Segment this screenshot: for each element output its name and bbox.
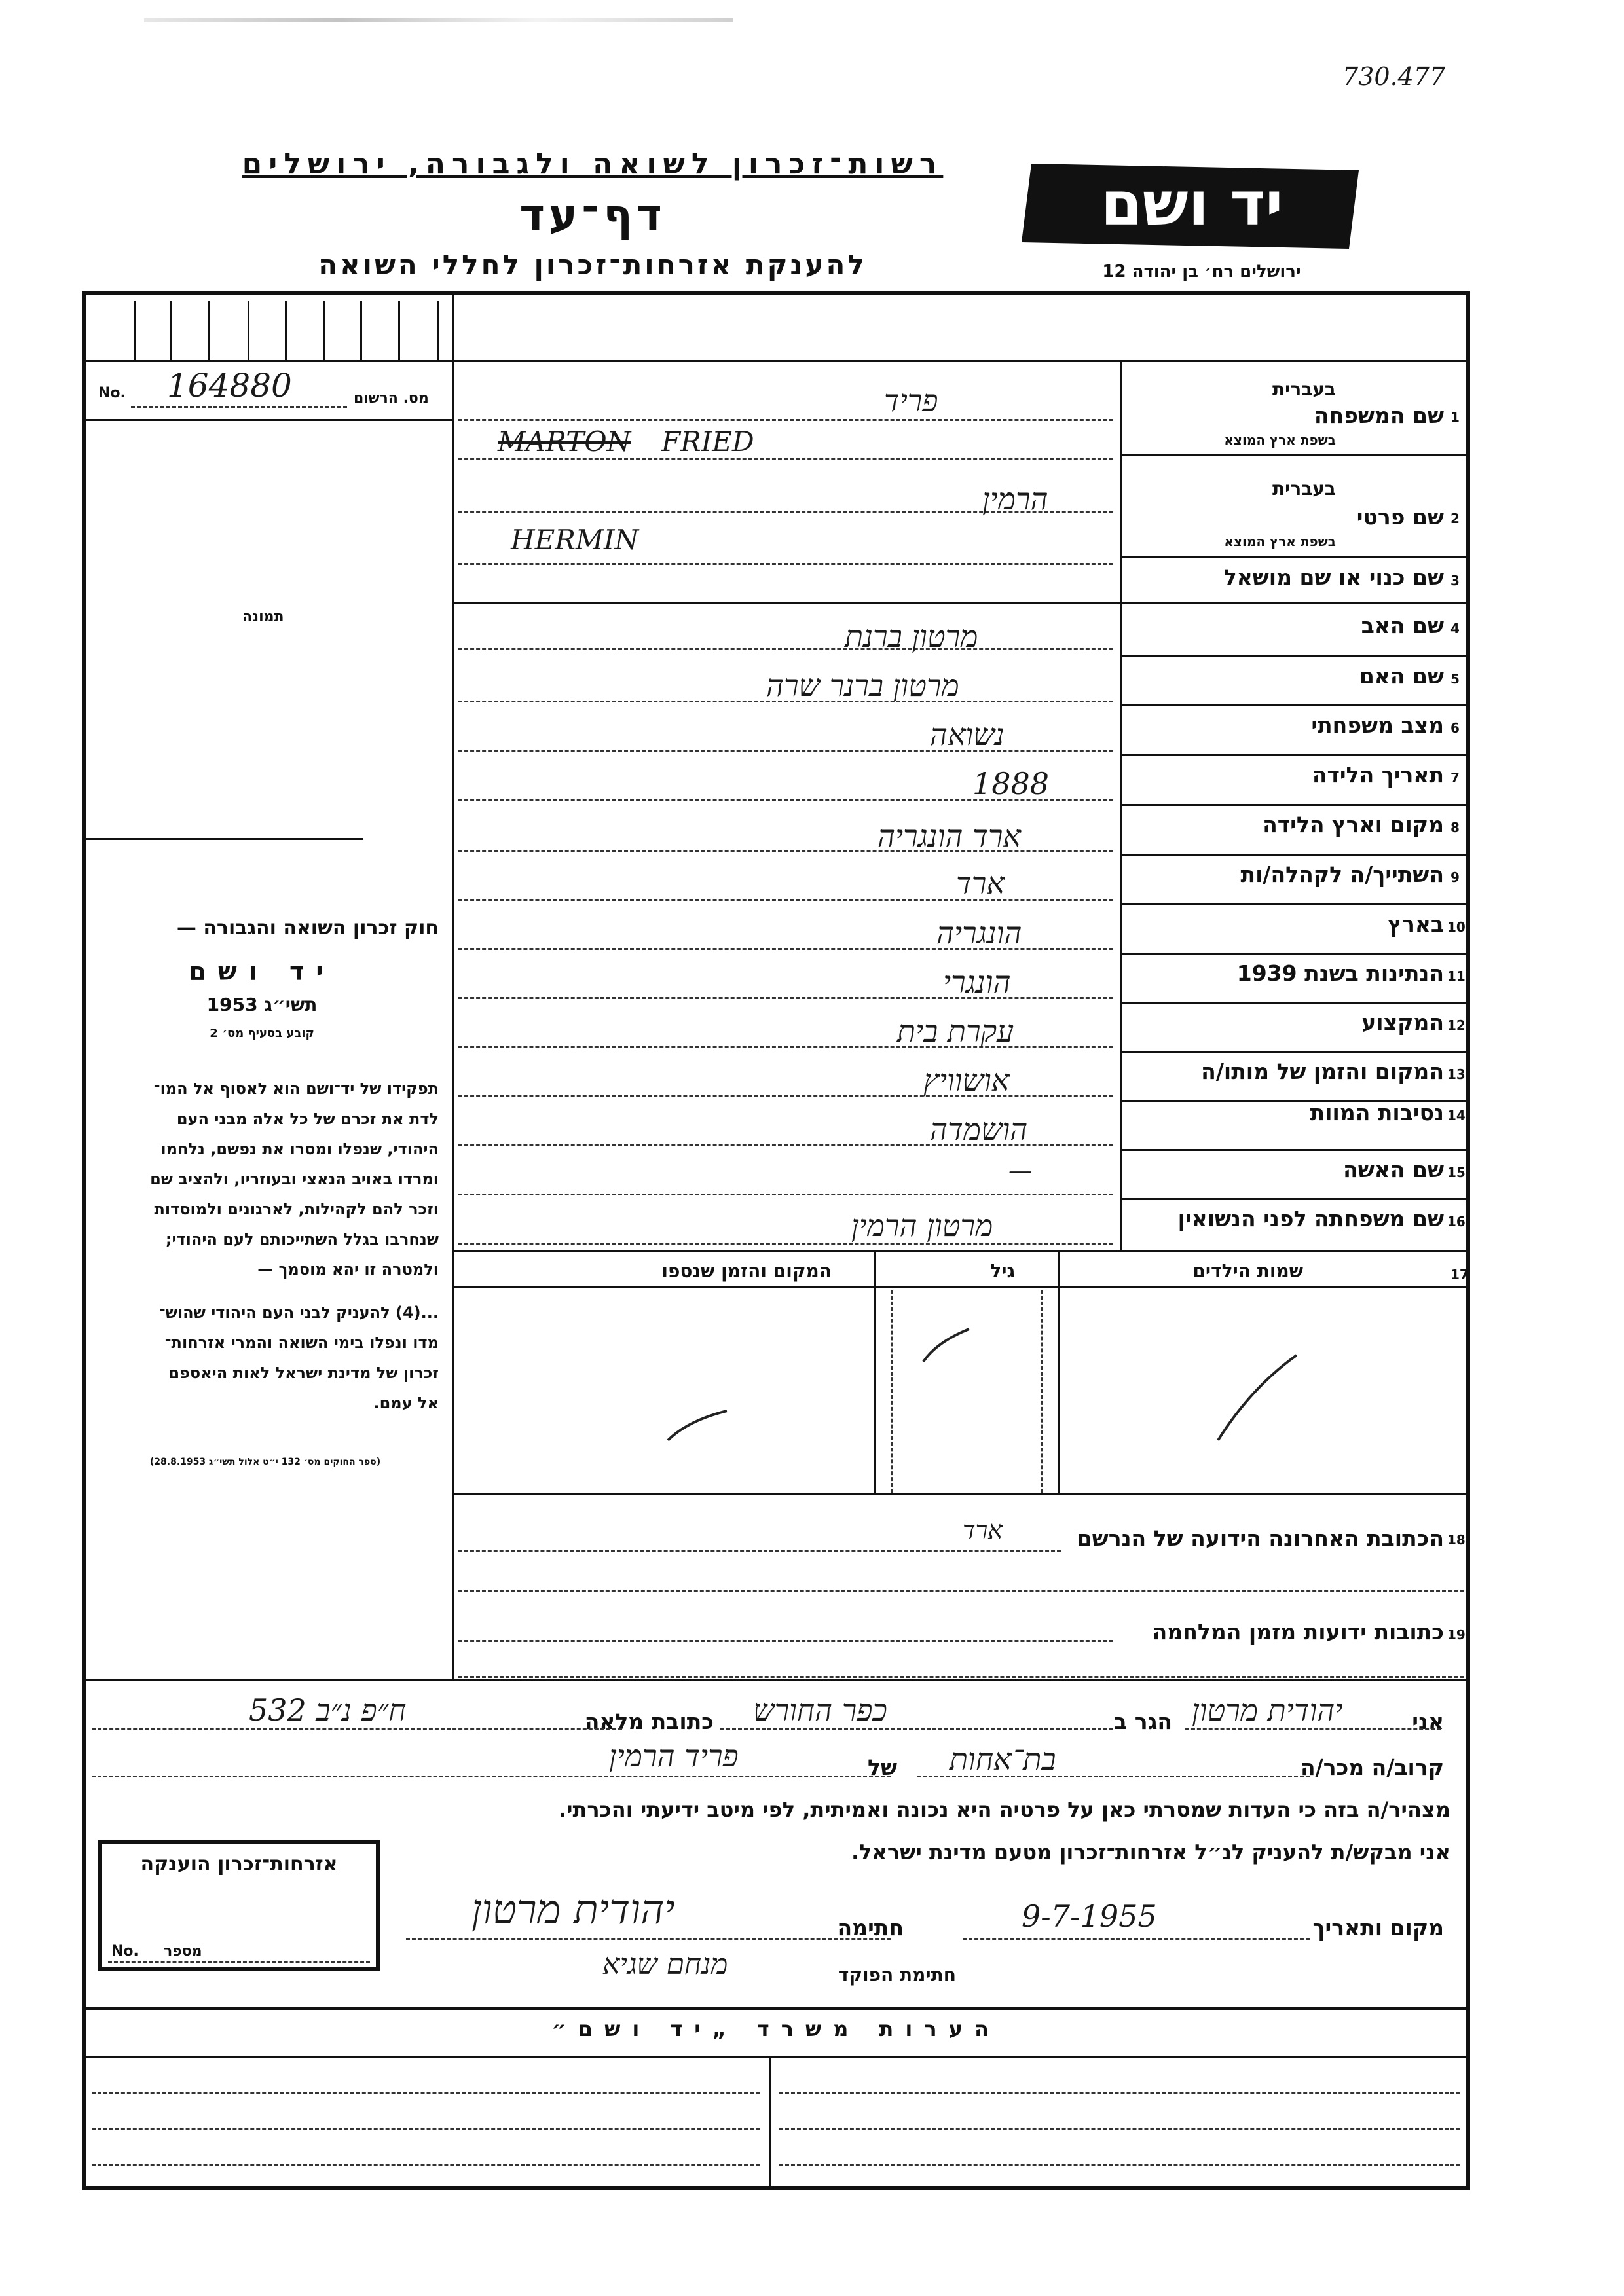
value-profession: עקרת בית	[897, 1013, 1014, 1049]
field-number: 19	[1447, 1627, 1466, 1643]
value-maiden-name: מרטון הרמין	[851, 1208, 993, 1243]
decl-relation-value: בת־אחות	[950, 1741, 1056, 1777]
law-year: תשי״ג 1953	[206, 994, 318, 1015]
value-firstname-local: HERMIN	[511, 524, 639, 556]
stamp-box-no-en: No.	[111, 1943, 139, 1959]
logo-text: יד ושם	[1100, 169, 1283, 239]
decl-resides-label: הגר ב	[1114, 1709, 1172, 1734]
decl-resides-value: כפר החורש	[753, 1692, 887, 1728]
stamp-box-title: אזרחות־זכרון הוענקה	[140, 1853, 338, 1876]
reg-no-label-en: No.	[98, 385, 126, 401]
decl-address-label: כתובת מלאה	[584, 1709, 714, 1734]
field-number: 10	[1447, 919, 1466, 935]
value-citizenship: הונגרי	[943, 964, 1011, 1000]
value-country: הונגריה	[936, 915, 1022, 951]
field-number: 5	[1450, 671, 1460, 687]
stamp-box-no-he: מספר	[164, 1943, 202, 1959]
label-country: בארץ	[1388, 911, 1444, 937]
decl-place-date-value: 9-7-1955	[1022, 1899, 1157, 1934]
children-col-place: המקום והזמן שנספו	[661, 1260, 832, 1282]
law-name: יד ושם	[189, 957, 335, 986]
field-number: 18	[1447, 1532, 1466, 1548]
label-firstname-local: בשפת ארץ המוצא	[1224, 534, 1336, 549]
decl-of-value: פריד הרמין	[609, 1738, 739, 1774]
label-surname: שם המשפחה	[1314, 403, 1444, 428]
label-birth-date: תאריך הלידה	[1312, 762, 1444, 788]
logo-address: ירושלים רח׳ בן יהודה 12	[1102, 262, 1301, 282]
value-surname-hebrew: פריד	[884, 383, 938, 418]
decl-statement-2: אני מבקש/ת להעניק לנ״ל אזרחות־זכרון מטעם מדינת ישראל.	[851, 1840, 1450, 1865]
decl-officer-label: חתימת הפוקד	[838, 1964, 956, 1986]
label-wife-name: שם האשה	[1343, 1157, 1444, 1182]
value-surname-struck: MARTON	[498, 426, 631, 458]
field-number: 3	[1450, 573, 1460, 589]
decl-of-label: של	[868, 1755, 897, 1780]
decl-signature-value: יהודית מרטון	[471, 1886, 675, 1933]
office-notes-title: הערות משרד „יד ושם״	[551, 2016, 1001, 2041]
authority-name: רשות־זכרון לשואה ולגבורה, ירושלים	[242, 147, 944, 181]
label-mother: שם האם	[1359, 663, 1444, 689]
scan-smudge	[144, 18, 733, 22]
field-number: 15	[1447, 1165, 1466, 1180]
value-firstname-hebrew: הרמין	[982, 481, 1048, 517]
law-text: תפקידו של יד־ושם הוא לאסוף אל המו־ לדת את זכרם של כל אלה מבני העם היהודי, שנפלו ומסרו את נפשם, נלחמו ומרדו באויב הנאצי ובעוזריו, ולהציב שם וזכר להם לקהילות, לארגונים ולמוסדות שנחרבו בגלל השתייכותם לעם היהודי; ולמטרה זו יהא מוסמך — ...(4) להעניק לבני העם היהודי שהוש־ מדו ונפלו בימי השואה והמרי אזרחות־ זכרון של מדינת ישראל לאות היאספם אל עמם.	[150, 1080, 439, 1412]
field-number: 11	[1447, 968, 1466, 984]
label-alias: שם כנוי או שם מושאל	[1223, 564, 1444, 590]
yad-vashem-logo	[1018, 157, 1365, 255]
field-number: 17	[1450, 1267, 1469, 1283]
label-profession: המקצוע	[1361, 1010, 1444, 1035]
children-col-age: גיל	[990, 1260, 1015, 1282]
photo-label: תמונה	[242, 609, 284, 625]
label-birth-place: מקום וארץ הלידה	[1263, 812, 1444, 837]
field-number: 13	[1447, 1066, 1466, 1082]
label-death-place-time: המקום והזמן של מותו/ה	[1201, 1059, 1444, 1084]
label-firstname-hebrew: בעברית	[1272, 478, 1336, 500]
decl-relative-label: קרוב/ה מכר/ה	[1301, 1755, 1444, 1780]
law-reference: (ספר החוקים מס׳ 132 י״ט אלול תשי״ג 28.8.1953)	[149, 1457, 381, 1467]
decl-address-value: ח״פ נ״ב 532	[249, 1692, 407, 1728]
field-number: 4	[1450, 621, 1460, 636]
reg-no-label-he: מס. הרשום	[354, 390, 429, 407]
label-maiden-name: שם משפחתה לפני הנשואין	[1177, 1206, 1444, 1231]
decl-signature-label: חתימה	[837, 1915, 904, 1941]
law-clause: קובע בסעיף מס׳ 2	[210, 1027, 314, 1040]
value-mother: מרטון ברנר שרה	[766, 668, 959, 703]
field-number: 7	[1450, 770, 1460, 786]
value-death-place-time: אושוויץ	[923, 1063, 1010, 1098]
value-marital: נשואה	[930, 717, 1005, 752]
reg-no-value: 164880	[167, 367, 292, 405]
field-number: 14	[1447, 1108, 1466, 1123]
decl-ani: אני	[1412, 1709, 1444, 1734]
value-father: מרטון ברנת	[845, 619, 978, 654]
label-community: השתייך/ה לקהלה/ות	[1240, 862, 1444, 887]
field-number: 12	[1447, 1017, 1466, 1033]
law-title: חוק זכרון השואה והגבורה —	[176, 917, 439, 939]
field-number: 6	[1450, 720, 1460, 736]
children-cancel-strokes	[452, 1290, 1470, 1493]
field-number: 16	[1447, 1214, 1466, 1230]
decl-statement-1: מצהיר/ה בזה כי העדות שמסרתי כאן על פרטיה היא נכונה ואמיתית, לפי מיטב ידיעתי והכרתי.	[558, 1797, 1450, 1822]
value-death-circumstances: הושמדה	[930, 1112, 1028, 1147]
document-subtitle: להענקת אזרחות־זכרון לחללי השואה	[318, 249, 867, 281]
top-strip-line	[82, 360, 1470, 362]
value-wife-name: —	[1008, 1157, 1032, 1184]
field-number: 2	[1450, 511, 1460, 526]
value-birth-place: ארד הונגריה	[877, 818, 1022, 854]
value-surname-local: FRIED	[661, 426, 754, 458]
label-marital: מצב משפחתי	[1311, 712, 1444, 738]
label-surname-hebrew: בעברית	[1272, 378, 1336, 400]
label-last-address: הכתובת האחרונה הידועה של הנרשם	[1077, 1525, 1444, 1551]
value-birth-date: 1888	[972, 766, 1050, 801]
label-wartime-addresses: כתובות ידועות מזמן המלחמה	[1152, 1619, 1444, 1645]
decl-officer-value: מנחם שגיא	[602, 1948, 728, 1981]
label-father: שם האב	[1361, 613, 1444, 638]
document-title: דף־עד	[519, 190, 666, 240]
decl-place-date-label: מקום ותאריך	[1312, 1915, 1444, 1941]
label-surname-local: בשפת ארץ המוצא	[1224, 432, 1336, 448]
field-number: 8	[1450, 820, 1460, 835]
field-number: 1	[1450, 409, 1460, 425]
archive-reference: 730.477	[1342, 62, 1446, 91]
label-death-circumstances: נסיבות המוות	[1310, 1100, 1444, 1125]
value-community: ארד	[956, 866, 1005, 901]
children-col-names: שמות הילדים	[1192, 1260, 1303, 1282]
value-last-address: ארד	[963, 1516, 1003, 1544]
label-firstname: שם פרטי	[1356, 504, 1444, 530]
decl-name: יהודית מרטון	[1192, 1692, 1343, 1728]
label-citizenship: הנתינות בשנת 1939	[1236, 960, 1444, 986]
field-number: 9	[1450, 869, 1460, 885]
